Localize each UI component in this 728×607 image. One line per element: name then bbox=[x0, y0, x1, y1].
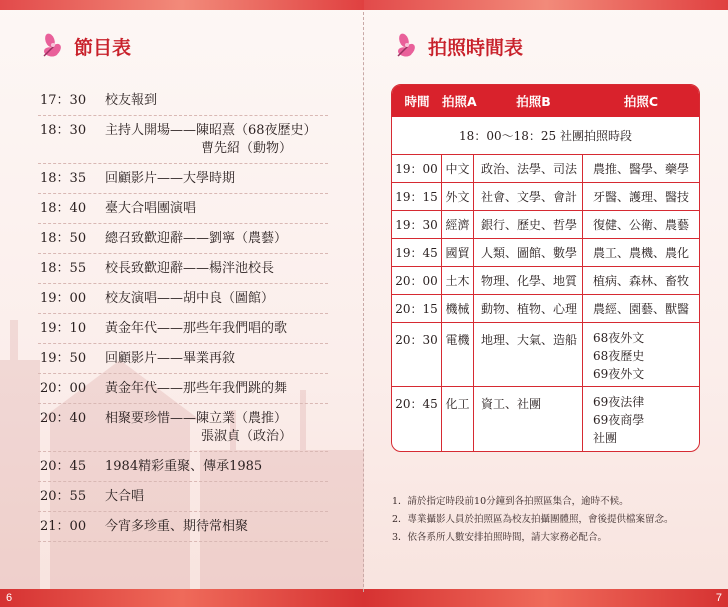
table-row bbox=[392, 323, 699, 387]
schedule-row bbox=[38, 404, 328, 452]
table-row bbox=[392, 267, 699, 295]
photo-schedule-title: 拍照時間表 bbox=[428, 36, 524, 59]
table-row bbox=[392, 387, 699, 451]
page-number-left: 6 bbox=[6, 592, 13, 604]
cell-photo-c: 復健、公衛、農藝 bbox=[593, 218, 690, 232]
schedule-row bbox=[38, 344, 328, 374]
schedule-item: 校長致歡迎辭——楊泮池校長 bbox=[105, 261, 275, 276]
schedule-row bbox=[38, 374, 328, 404]
table-header bbox=[392, 85, 699, 117]
table-row bbox=[392, 155, 699, 183]
schedule-item: 校友演唱——胡中良（圖館） bbox=[105, 291, 275, 306]
schedule-time: 18：35 bbox=[40, 171, 87, 186]
schedule-item: 1984精彩重聚、傳承1985 bbox=[105, 459, 263, 474]
schedule-item: 大合唱 bbox=[105, 489, 145, 504]
cell-photo-a: 土木 bbox=[442, 267, 474, 294]
schedule-time: 18：30 bbox=[40, 123, 87, 138]
schedule-time: 20：45 bbox=[40, 459, 87, 474]
schedule-item: 黃金年代——那些年我們跳的舞 bbox=[105, 381, 288, 396]
schedule-row bbox=[38, 482, 328, 512]
cell-photo-c: 牙醫、護理、醫技 bbox=[593, 190, 690, 204]
cell-time: 20：15 bbox=[392, 295, 442, 322]
page-fold-line bbox=[363, 12, 364, 592]
cell-photo-b: 資工、社團 bbox=[474, 387, 583, 451]
header-photo-a: 拍照A bbox=[442, 94, 477, 109]
cell-photo-a: 機械 bbox=[442, 295, 474, 322]
cell-time: 19：15 bbox=[392, 183, 442, 210]
page-number-right: 7 bbox=[715, 592, 722, 604]
schedule-time: 19：50 bbox=[40, 351, 87, 366]
schedule-row bbox=[38, 314, 328, 344]
cell-photo-c: 農工、農機、農化 bbox=[593, 246, 690, 260]
schedule-time: 20：00 bbox=[40, 381, 87, 396]
schedule-row bbox=[38, 512, 328, 542]
photo-schedule-table bbox=[391, 84, 700, 452]
schedule-time: 18：50 bbox=[40, 231, 87, 246]
note-item: 2．專業攝影人員於拍照區為校友拍攝團體照，會後提供檔案留念。 bbox=[392, 514, 674, 525]
schedule-item-line2: 張淑貞（政治） bbox=[201, 429, 293, 444]
schedule-item bbox=[105, 122, 328, 158]
schedule-row bbox=[38, 164, 328, 194]
schedule-item-line1: 主持人開場——陳昭熹（68夜歷史） bbox=[105, 123, 317, 138]
table-row bbox=[392, 211, 699, 239]
cell-photo-a: 電機 bbox=[442, 323, 474, 386]
schedule-title: 節目表 bbox=[74, 36, 132, 59]
header-time: 時間 bbox=[404, 94, 430, 109]
cell-photo-b: 銀行、歷史、哲學 bbox=[474, 211, 583, 238]
note-item: 3．依各系所人數安排拍照時間，請大家務必配合。 bbox=[392, 532, 608, 543]
cell-photo-c: 農推、醫學、藥學 bbox=[593, 162, 690, 176]
cell-photo-a: 化工 bbox=[442, 387, 474, 451]
schedule-time: 20：55 bbox=[40, 489, 87, 504]
schedule-item: 校友報到 bbox=[105, 93, 158, 108]
schedule-item: 回顧影片——大學時期 bbox=[105, 171, 236, 186]
cell-photo-a: 中文 bbox=[442, 155, 474, 182]
schedule-heading bbox=[38, 32, 131, 60]
schedule-row bbox=[38, 284, 328, 314]
table-row bbox=[392, 239, 699, 267]
cell-time: 19：00 bbox=[392, 155, 442, 182]
cell-time: 20：00 bbox=[392, 267, 442, 294]
cell-time: 20：45 bbox=[392, 387, 442, 451]
cell-photo-b: 地理、大氣、造船 bbox=[474, 323, 583, 386]
schedule-time: 17：30 bbox=[40, 93, 87, 108]
schedule-time: 20：40 bbox=[40, 411, 87, 426]
schedule-time: 19：00 bbox=[40, 291, 87, 306]
cell-photo-a: 外文 bbox=[442, 183, 474, 210]
cell-photo-c bbox=[583, 323, 699, 386]
schedule-row bbox=[38, 254, 328, 284]
schedule-time: 18：40 bbox=[40, 201, 87, 216]
cell-photo-a: 國貿 bbox=[442, 239, 474, 266]
cell-photo-c-line: 社團 bbox=[593, 431, 618, 445]
schedule-row bbox=[38, 116, 328, 164]
header-photo-b: 拍照B bbox=[516, 94, 551, 109]
schedule-row bbox=[38, 194, 328, 224]
pink-flower-icon bbox=[392, 32, 420, 60]
cell-photo-c bbox=[583, 387, 699, 451]
cell-photo-b: 社會、文學、會計 bbox=[474, 183, 583, 210]
cell-photo-c-line: 68夜外文 bbox=[593, 331, 645, 345]
schedule-row bbox=[38, 224, 328, 254]
photo-schedule-heading bbox=[392, 32, 523, 60]
cell-photo-c-line: 68夜歷史 bbox=[593, 349, 645, 363]
schedule-item: 今宵多珍重、期待常相聚 bbox=[105, 519, 249, 534]
schedule-list bbox=[38, 86, 328, 542]
schedule-item: 臺大合唱團演唱 bbox=[105, 201, 197, 216]
cell-time: 19：30 bbox=[392, 211, 442, 238]
cell-photo-a: 經濟 bbox=[442, 211, 474, 238]
cell-photo-b: 人類、圖館、數學 bbox=[474, 239, 583, 266]
club-photo-slot: 18：00～18：25 社團拍照時段 bbox=[392, 117, 699, 155]
cell-time: 19：45 bbox=[392, 239, 442, 266]
schedule-row bbox=[38, 86, 328, 116]
cell-photo-c-line: 69夜外文 bbox=[593, 367, 645, 381]
schedule-item-line2: 曹先紹（動物） bbox=[201, 141, 293, 156]
schedule-item: 總召致歡迎辭——劉寧（農藝） bbox=[105, 231, 288, 246]
cell-photo-c: 農經、園藝、獸醫 bbox=[593, 302, 690, 316]
schedule-item bbox=[105, 410, 328, 446]
top-band bbox=[364, 0, 728, 10]
schedule-row bbox=[38, 452, 328, 482]
photo-notes bbox=[392, 493, 712, 547]
note-item: 1．請於指定時段前10分鐘到各拍照區集合，逾時不候。 bbox=[392, 496, 629, 507]
cell-photo-b: 政治、法學、司法 bbox=[474, 155, 583, 182]
cell-photo-c: 植病、森林、畜牧 bbox=[593, 274, 690, 288]
bottom-band bbox=[0, 589, 364, 607]
schedule-item: 黃金年代——那些年我們唱的歌 bbox=[105, 321, 288, 336]
cell-photo-b: 物理、化學、地質 bbox=[474, 267, 583, 294]
bottom-band bbox=[364, 589, 728, 607]
cell-photo-b: 動物、植物、心理 bbox=[474, 295, 583, 322]
top-band bbox=[0, 0, 364, 10]
cell-photo-c-line: 69夜商學 bbox=[593, 413, 645, 427]
cell-time: 20：30 bbox=[392, 323, 442, 386]
schedule-time: 19：10 bbox=[40, 321, 87, 336]
table-row bbox=[392, 295, 699, 323]
header-photo-c: 拍照C bbox=[623, 94, 659, 109]
schedule-item: 回顧影片——畢業再敘 bbox=[105, 351, 236, 366]
table-row bbox=[392, 183, 699, 211]
cell-photo-c-line: 69夜法律 bbox=[593, 395, 645, 409]
schedule-item-line1: 相聚要珍惜——陳立業（農推） bbox=[105, 411, 288, 426]
schedule-time: 18：55 bbox=[40, 261, 87, 276]
schedule-time: 21：00 bbox=[40, 519, 87, 534]
pink-flower-icon bbox=[38, 32, 66, 60]
